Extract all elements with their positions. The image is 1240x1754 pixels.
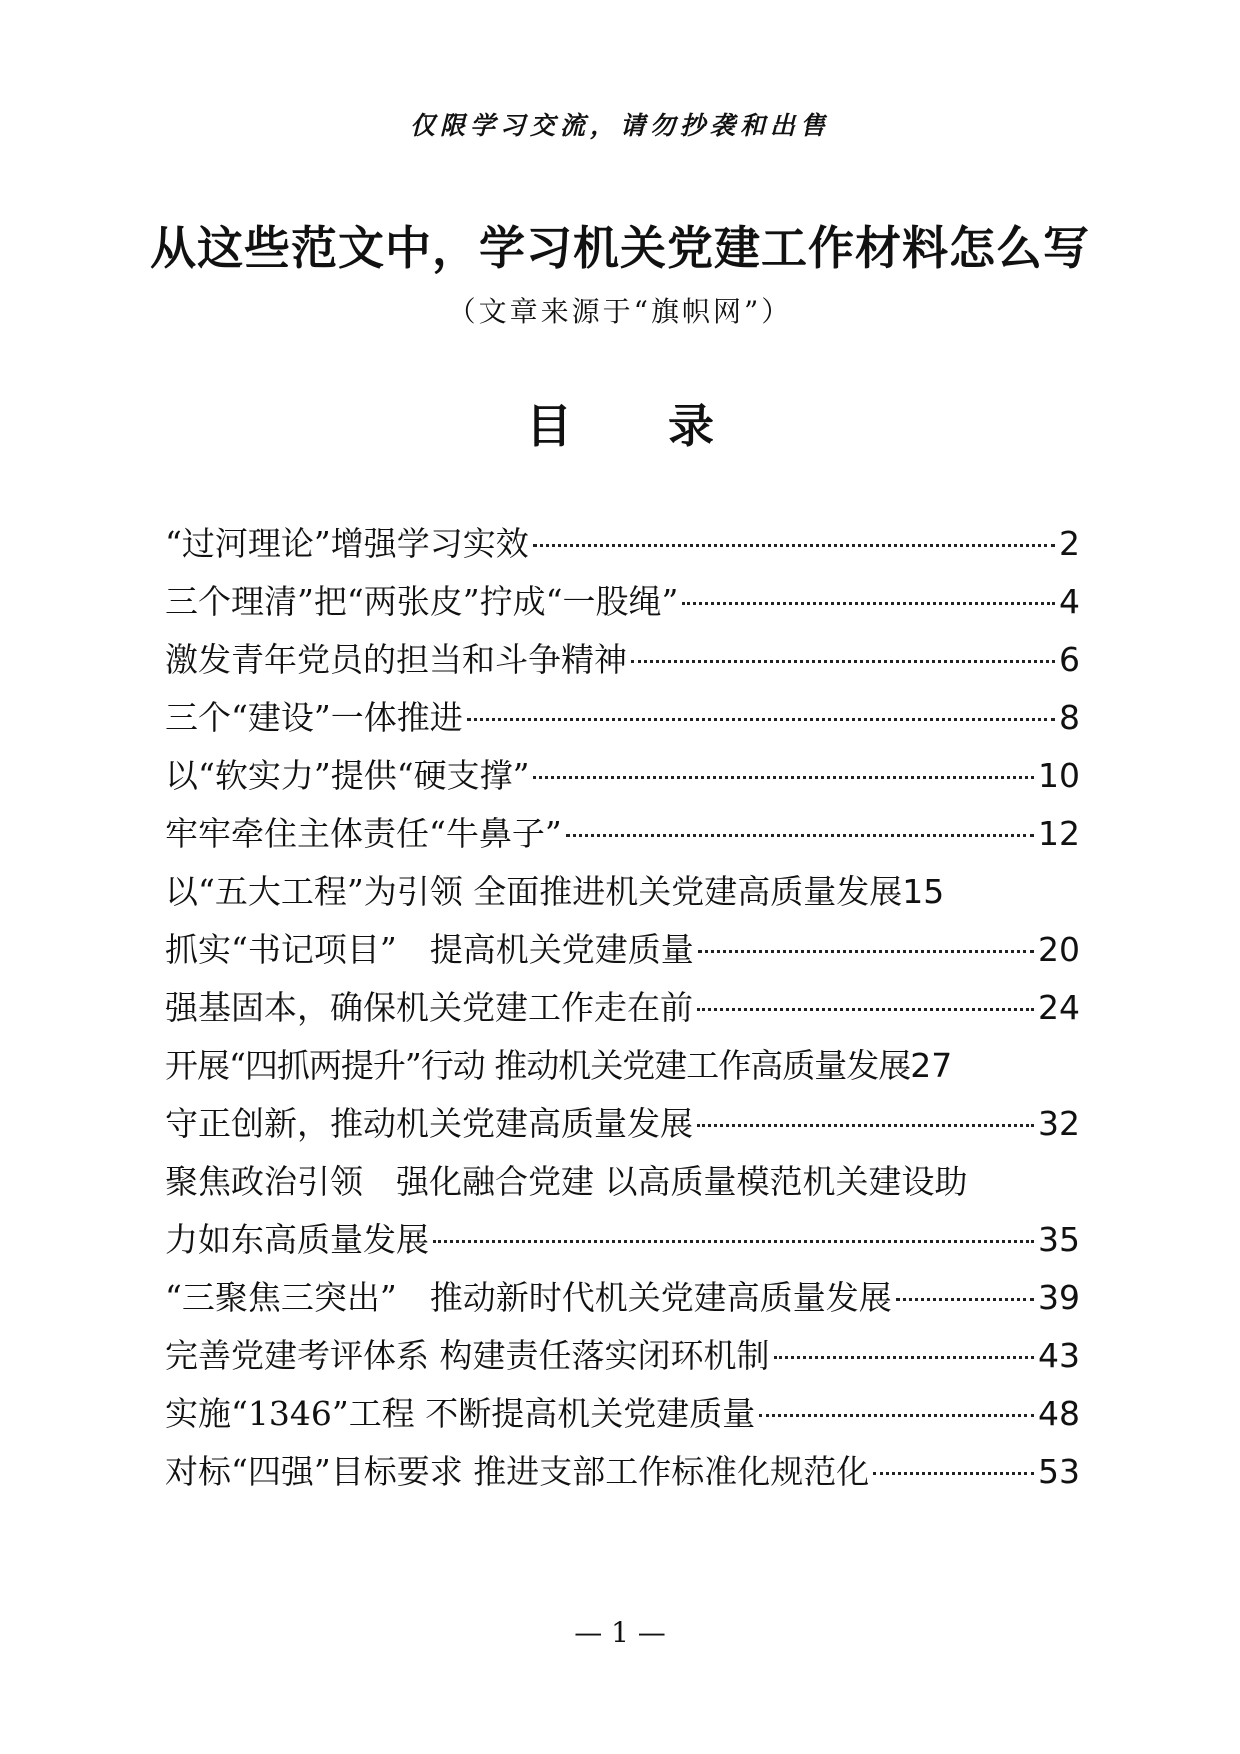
toc-entry[interactable]	[165, 1388, 1080, 1446]
toc-entry-page: 15	[902, 872, 945, 911]
toc-entry-title: 守正创新，推动机关党建高质量发展	[165, 1104, 693, 1143]
toc-entry-line-1[interactable]	[165, 1156, 1080, 1214]
toc-entry-title: 强基固本，确保机关党建工作走在前	[165, 988, 693, 1027]
toc-entry-page: 48	[1038, 1394, 1080, 1433]
dot-leader	[697, 1124, 1034, 1127]
toc-entry-line-2[interactable]	[165, 1214, 1080, 1272]
toc-entry-page: 24	[1038, 988, 1080, 1027]
toc-entry[interactable]	[165, 1272, 1080, 1330]
dot-leader	[697, 1008, 1034, 1011]
toc-entry-title: 以“五大工程”为引领 全面推进机关党建高质量发展	[165, 872, 903, 911]
document-title: 从这些范文中，学习机关党建工作材料怎么写	[150, 221, 1090, 275]
dot-leader	[698, 950, 1034, 953]
toc-entry[interactable]	[165, 750, 1080, 808]
toc-entry-title: 完善党建考评体系 构建责任落实闭环机制	[165, 1336, 770, 1375]
toc-entry-title: 力如东高质量发展	[165, 1220, 429, 1259]
dot-leader	[433, 1240, 1034, 1243]
toc-heading: 目 录	[525, 399, 754, 453]
dot-leader	[467, 718, 1055, 721]
toc-entry[interactable]	[165, 634, 1080, 692]
toc-entry-page: 10	[1038, 756, 1080, 795]
toc-entry-title: 开展“四抓两提升”行动 推动机关党建工作高质量发展	[165, 1046, 911, 1085]
toc-entry[interactable]	[165, 1446, 1080, 1504]
document-source: （文章来源于“旗帜网”）	[447, 295, 793, 328]
toc-entry-page: 12	[1038, 814, 1080, 853]
dot-leader	[533, 544, 1055, 547]
toc-entry-title: 实施“1346”工程 不断提高机关党建质量	[165, 1394, 756, 1433]
toc-entry-title: “过河理论”增强学习实效	[165, 524, 529, 563]
toc-entry[interactable]	[165, 866, 1080, 924]
toc-entry-title: 对标“四强”目标要求 推进支部工作标准化规范化	[165, 1452, 870, 1491]
toc-entry-page: 2	[1059, 524, 1080, 563]
toc-entry[interactable]	[165, 982, 1080, 1040]
toc-entry[interactable]	[165, 1098, 1080, 1156]
toc-entry-page: 32	[1038, 1104, 1080, 1143]
toc-entry-page: 6	[1059, 640, 1080, 679]
toc-entry[interactable]	[165, 692, 1080, 750]
toc-entry-title: 激发青年党员的担当和斗争精神	[165, 640, 627, 679]
toc-entry-title: 牢牢牵住主体责任“牛鼻子”	[165, 814, 562, 853]
table-of-contents	[165, 518, 1080, 1504]
toc-entry[interactable]	[165, 1330, 1080, 1388]
dot-leader	[896, 1298, 1034, 1301]
toc-entry-page: 20	[1038, 930, 1080, 969]
toc-entry[interactable]	[165, 808, 1080, 866]
copyright-notice: 仅限学习交流，请勿抄袭和出售	[409, 111, 830, 140]
toc-entry-title: 聚焦政治引领 强化融合党建 以高质量模范机关建设助	[165, 1162, 968, 1201]
toc-entry[interactable]	[165, 518, 1080, 576]
toc-entry-title: 以“软实力”提供“硬支撑”	[165, 756, 530, 795]
toc-entry-title: 三个“建设”一体推进	[165, 698, 463, 737]
toc-entry-page: 8	[1059, 698, 1080, 737]
toc-entry-page: 4	[1059, 582, 1080, 621]
toc-entry-page: 53	[1038, 1452, 1080, 1491]
dot-leader	[533, 776, 1034, 779]
dot-leader	[759, 1414, 1034, 1417]
toc-entry-page: 39	[1038, 1278, 1080, 1317]
toc-entry-title: 三个理清”把“两张皮”拧成“一股绳”	[165, 582, 679, 621]
dot-leader	[682, 602, 1055, 605]
page-number: — 1 —	[574, 1616, 666, 1649]
toc-entry[interactable]	[165, 1040, 1125, 1098]
dot-leader	[873, 1472, 1034, 1475]
toc-entry[interactable]	[165, 924, 1080, 982]
dot-leader	[774, 1356, 1035, 1359]
toc-entry-page: 27	[910, 1046, 953, 1085]
toc-entry-title: “三聚焦三突出” 推动新时代机关党建高质量发展	[165, 1278, 892, 1317]
dot-leader	[631, 660, 1055, 663]
dot-leader	[566, 834, 1034, 837]
toc-entry-page: 35	[1038, 1220, 1080, 1259]
toc-entry[interactable]	[165, 576, 1080, 634]
toc-entry-page: 43	[1038, 1336, 1080, 1375]
toc-entry-title: 抓实“书记项目” 提高机关党建质量	[165, 930, 694, 969]
